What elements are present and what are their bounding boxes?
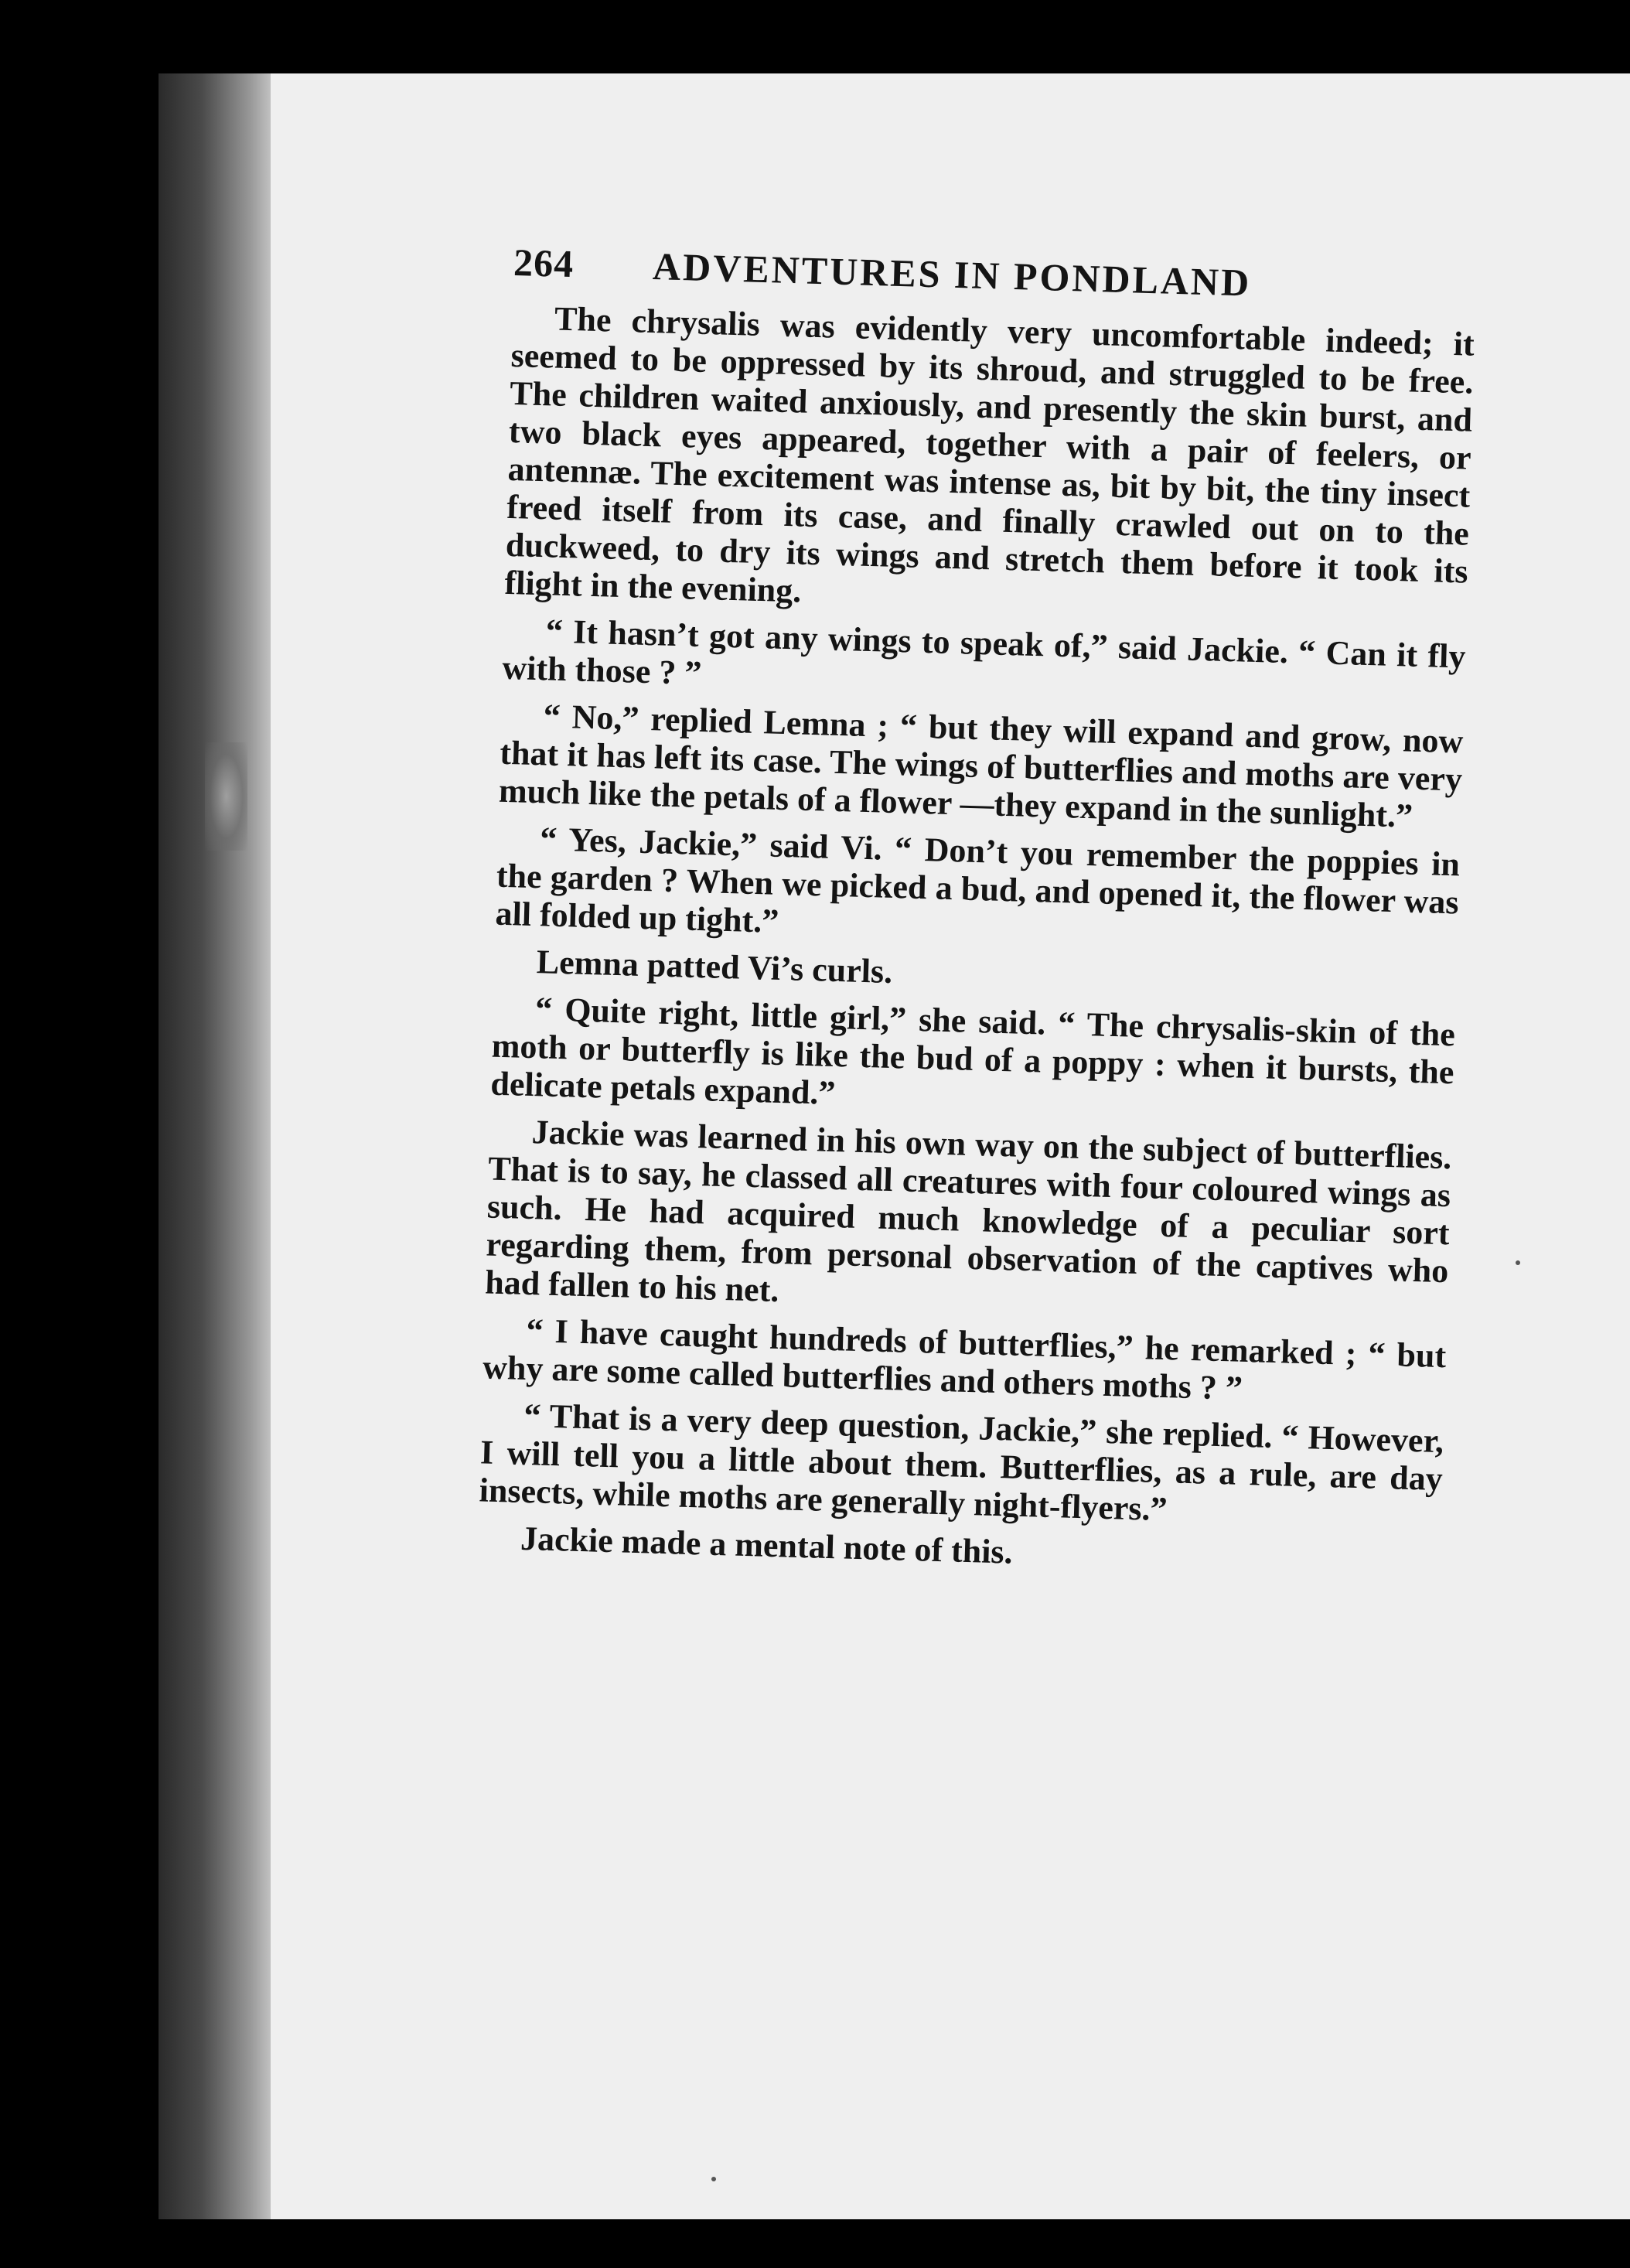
book-gutter (159, 73, 282, 2219)
paragraph: Jackie was learned in his own way on the subject of butterflies. That is to say, he classed all creatures with four coloured wings as such. He had acquired much knowledge of a peculiar sort regarding them, from personal observation of the captives who had fallen to his net. (484, 1113, 1453, 1310)
paragraph: “ That is a very deep question, Jackie,” she replied. “ However, I will tell you a little about them. Butterflies, as a rule, are day insects, while moths are generally night-flyers.” (479, 1396, 1444, 1529)
book-title: ADVENTURES IN PONDLAND (652, 244, 1253, 305)
paragraph: “ No,” replied Lemna ; “ but they will expand and grow, now that it has left its case. The wings of butterflies and moths are very much like the petals of a flower —they expand in the sunlight.” (498, 697, 1465, 835)
paragraph: “ I have caught hundreds of butterflies,” he remarked ; “ but why are some called butterflies and others moths ? ” (482, 1311, 1447, 1407)
paragraph: “ Quite right, little girl,” she said. “ The chrysalis-skin of the moth or butterfly is like the bud of a poppy : when it bursts, the delicate petals expand.” (489, 990, 1456, 1113)
paragraph: “ Yes, Jackie,” said Vi. “ Don’t you remember the poppies in the garden ? When we picked a bud, and opened it, the flower was all folded up tight.” (494, 820, 1461, 940)
page-number: 264 (513, 240, 575, 286)
scan-artifact (205, 742, 247, 851)
scan-speck (711, 2177, 716, 2181)
scan-speck (1516, 1260, 1520, 1265)
paragraph: Lemna patted Vi’s curls. (536, 943, 893, 991)
paragraph: Jackie made a mental note of this. (520, 1519, 1014, 1571)
page-text (477, 240, 1476, 1583)
paragraph: “ It hasn’t got any wings to speak of,” said Jackie. “ Can it fly with those ? ” (501, 612, 1467, 692)
paragraph: The chrysalis was evidently very uncomfortable indeed; it seemed to be oppressed by its shroud, and struggled to be free. The children waited anxiously, and presently the skin burst, and two black eyes appeared, together with a pair of feelers, or antennæ. The excitement was intense as, bit by bit, the tiny insect freed itself from its case, and finally crawled out on to the duckweed, to dry its wings and stretch them before it took its flight in the evening. (503, 299, 1475, 610)
